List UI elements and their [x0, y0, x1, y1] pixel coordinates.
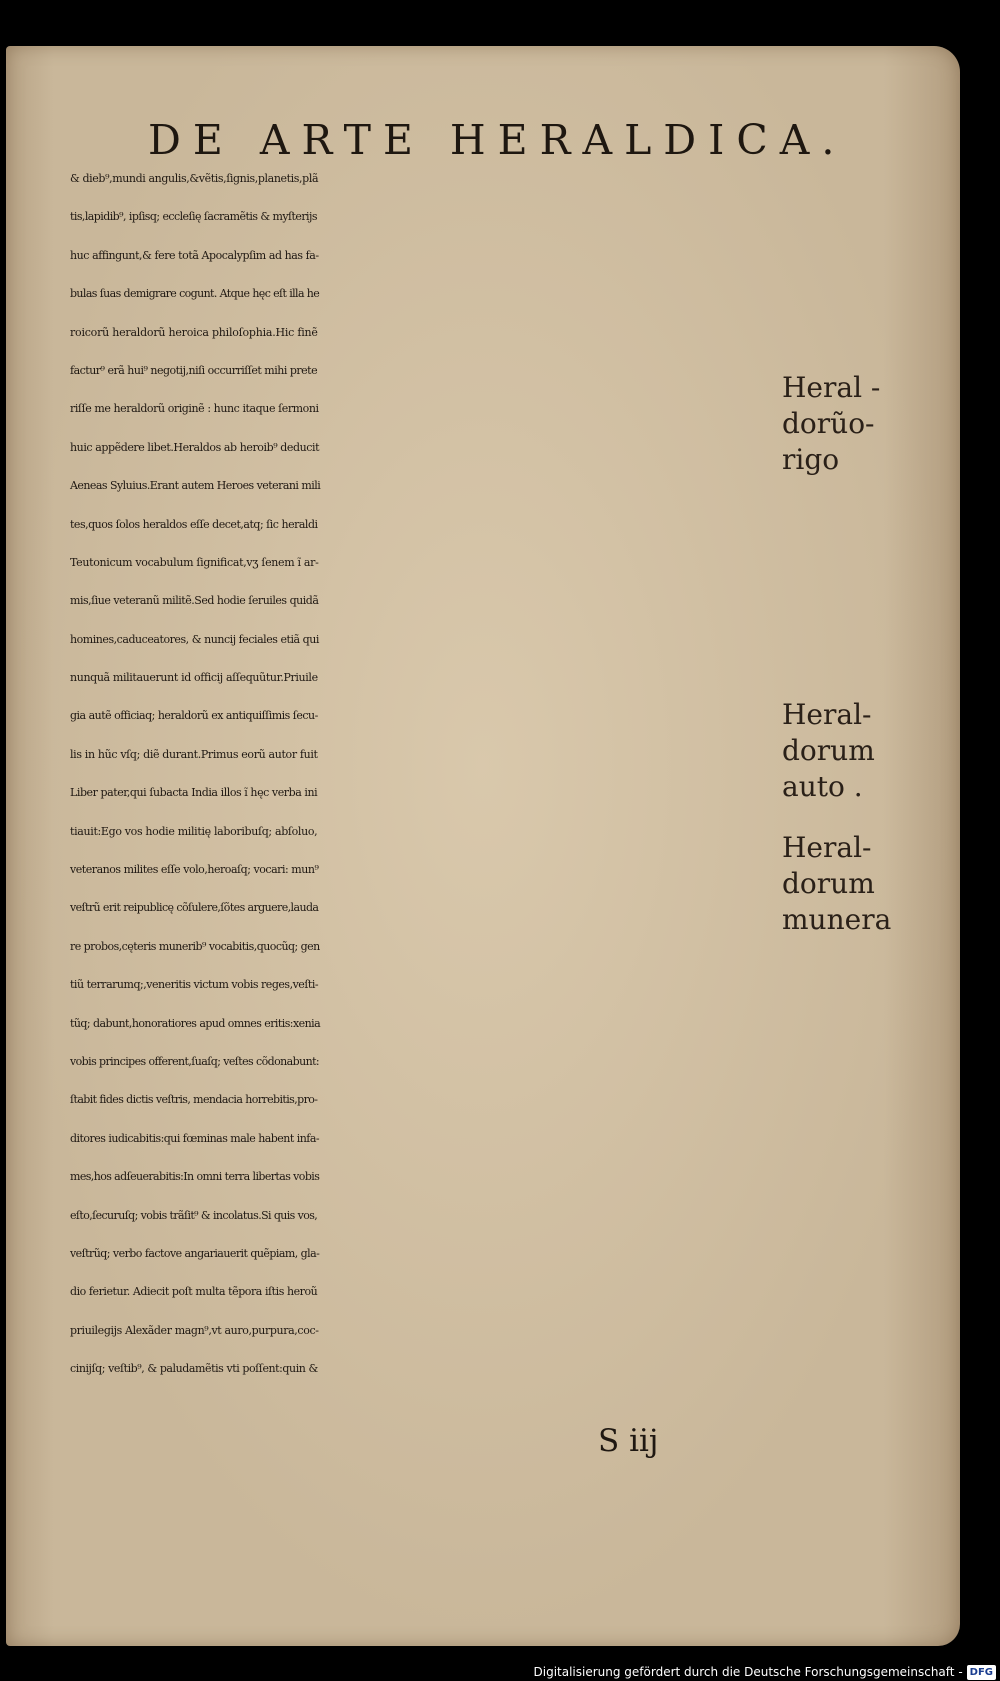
body-text [70, 160, 790, 1389]
text-line: nunquã militauerunt id officij aſſequũtur.Priuile [70, 671, 318, 685]
margin-note-line: Heral- [782, 698, 872, 731]
text-line: cinijſq; veſtib⁹, & paludamẽtis vti poſſent:quin & [70, 1362, 318, 1376]
text-line: ſtabit fides dictis veſtris, mendacia horrebitis,pro- [70, 1093, 318, 1107]
signature-mark: S iij [598, 1423, 659, 1459]
margin-note-line: dorũo- [782, 407, 875, 440]
text-line: tiũ terrarumq;,veneritis victum vobis reges,veſti- [70, 978, 319, 992]
text-line: tes,quos ſolos heraldos eſſe decet,atq; ſic heraldi [70, 517, 318, 531]
text-line: riſſe me heraldorũ originẽ : hunc itaque ſermoni [70, 402, 319, 416]
margin-note [782, 697, 922, 805]
margin-note-line: munera [782, 903, 892, 936]
text-line: veſtrũq; verbo factove angariauerit quẽpiam, gla- [70, 1246, 320, 1260]
text-line: veteranos milites eſſe volo,heroaſq; vocari: mun⁹ [70, 863, 319, 877]
margin-note-line: dorum [782, 867, 875, 900]
text-line: factur⁹ erã hui⁹ negotij,niſi occurriſſet mihi prete [70, 363, 318, 377]
footer-credit [534, 1663, 997, 1681]
running-header: DE ARTE HERALDICA. [148, 116, 847, 164]
dfg-logo: DFG [967, 1665, 996, 1680]
margin-note-line: rigo [782, 443, 840, 476]
text-line: tis,lapidib⁹, ipſisq; eccleſię ſacramẽtis & myſterijs [70, 210, 317, 224]
text-line: bulas ſuas demigrare cogunt. Atque hęc eſt illa he [70, 287, 320, 301]
margin-note-line: dorum [782, 734, 875, 767]
text-line: homines,caduceatores, & nuncij feciales etiã qui [70, 632, 319, 646]
text-line: tiauit:Ego vos hodie militię laboribuſq; abſoluo, [70, 824, 318, 838]
text-line: lis in hũc vſq; diẽ durant.Primus eorũ autor fuit [70, 747, 318, 761]
text-line: huc affingunt,& fere totã Apocalypſim ad has fa- [70, 248, 319, 262]
text-line: Liber pater,qui ſubacta India illos ĩ hęc verba ini [70, 786, 318, 800]
margin-note-line: Heral - [782, 371, 881, 404]
footer-text: Digitalisierung gefördert durch die Deutsche Forschungsgemeinschaft - [533, 1665, 963, 1679]
margin-note [782, 830, 922, 938]
text-line: roicorũ heraldorũ heroica philoſophia.Hic finẽ [70, 325, 318, 339]
text-line: mes,hos adſeuerabitis:In omni terra libertas vobis [70, 1170, 320, 1184]
text-line: tũq; dabunt,honoratiores apud omnes eritis:xenia [70, 1016, 321, 1030]
text-line: eſto,ſecuruſq; vobis trãſit⁹ & incolatus.Si quis vos, [70, 1208, 318, 1222]
text-line: mis,ſiue veteranũ militẽ.Sed hodie ſeruiles quidã [70, 594, 319, 608]
margin-note-line: auto . [782, 770, 863, 803]
text-line: gia autẽ officiaq; heraldorũ ex antiquiſſimis ſecu- [70, 709, 318, 723]
text-line: vobis principes offerent,ſuaſq; veſtes cõdonabunt: [70, 1054, 320, 1068]
text-line: priuilegijs Alexãder magn⁹,vt auro,purpura,coc- [70, 1323, 319, 1337]
margin-note-line: Heral- [782, 831, 872, 864]
margin-note [782, 370, 922, 478]
text-line: dio ferietur. Adiecit poſt multa tẽpora iſtis heroũ [70, 1285, 318, 1299]
text-line: ditores iudicabitis:qui fœminas male habent infa- [70, 1131, 320, 1145]
text-line: & dieb⁹,mundi angulis,&vẽtis,ſignis,planetis,plã [70, 172, 319, 185]
text-line: re probos,cęteris munerib⁹ vocabitis,quocũq; gen [70, 939, 320, 953]
text-line: Teutonicum vocabulum ſignificat,vʒ ſenem ĩ ar- [70, 555, 319, 569]
text-line: veſtrũ erit reipublicę cõſulere,ſõtes arguere,lauda [70, 901, 319, 915]
text-line: huic appẽdere libet.Heraldos ab heroib⁹ deducit [70, 440, 320, 454]
text-line: Aeneas Syluius.Erant autem Heroes veterani mili [70, 479, 321, 493]
